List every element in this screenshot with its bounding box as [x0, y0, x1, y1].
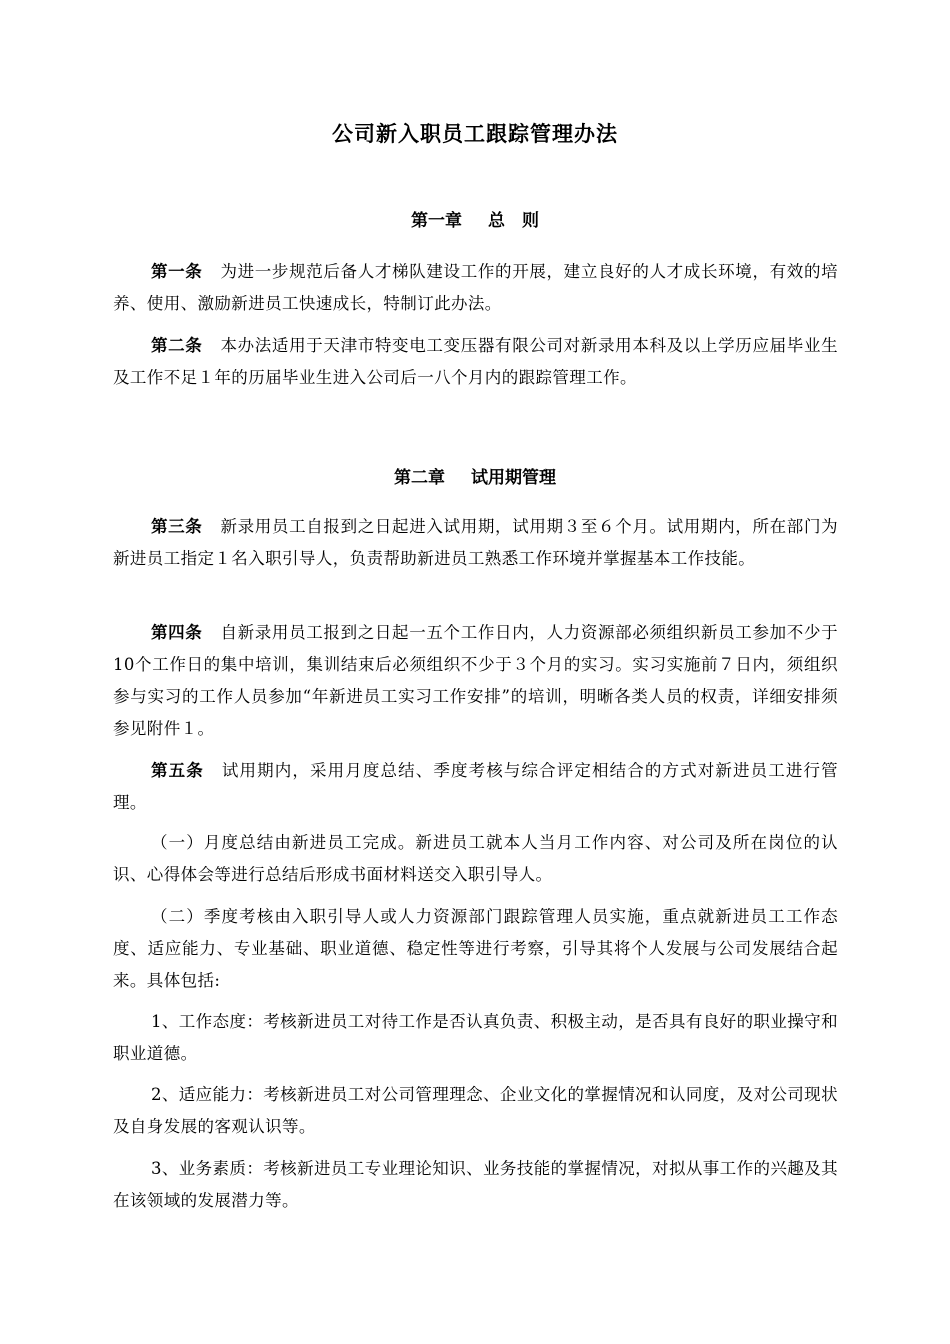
chapter-2-heading	[0, 463, 950, 488]
article-5	[113, 755, 838, 819]
article-5-label: 第五条	[150, 761, 204, 780]
article-5-text: 试用期内，采用月度总结、季度考核与综合评定相结合的方式对新进员工进行管理。	[113, 761, 839, 812]
article-4-label: 第四条	[150, 623, 203, 642]
paragraph-quarterly-review: （二）季度考核由入职引导人或人力资源部门跟踪管理人员实施，重点就新进员工工作态度、适应能力、专业基础、职业道德、稳定性等进行考察，引导其将个人发展与公司发展结合起来。具体包括:	[113, 907, 838, 990]
paragraph-item-adaptability: 2、适应能力：考核新进员工对公司管理理念、企业文化的掌握情况和认同度，及对公司现状及自身发展的客观认识等。	[113, 1085, 838, 1136]
article-1	[113, 256, 838, 320]
article-1-label: 第一条	[150, 262, 203, 281]
document-title: 公司新入职员工跟踪管理办法	[332, 121, 618, 146]
article-4	[113, 617, 838, 745]
chapter-1-heading	[0, 206, 950, 231]
paragraph-item-work-attitude: 1、工作态度：考核新进员工对待工作是否认真负责、积极主动，是否具有良好的职业操守和职业道德。	[113, 1012, 838, 1063]
article-4-text: 自新录用员工报到之日起一五个工作日内，人力资源部必须组织新员工参加不少于10个工作日的集中培训，集训结束后必须组织不少于３个月的实习。实习实施前７日内，须组织参与实习的工作人员参加“年新进员工实习工作安排”的培训，明晰各类人员的权责，详细安排须参见附件１。	[113, 623, 839, 738]
article-1-text: 为进一步规范后备人才梯队建设工作的开展，建立良好的人才成长环境，有效的培养、使用、激励新进员工快速成长，特制订此办法。	[113, 262, 839, 313]
paragraph-monthly-summary: （一）月度总结由新进员工完成。新进员工就本人当月工作内容、对公司及所在岗位的认识、心得体会等进行总结后形成书面材料送交入职引导人。	[113, 833, 838, 884]
chapter-1-number: 第一章	[411, 211, 462, 231]
chapter-2-name: 试用期管理	[471, 468, 556, 488]
article-2-text: 本办法适用于天津市特变电工变压器有限公司对新录用本科及以上学历应届毕业生及工作不足１年的历届毕业生进入公司后一八个月内的跟踪管理工作。	[113, 336, 839, 387]
article-3-label: 第三条	[150, 517, 203, 536]
article-2-label: 第二条	[150, 336, 203, 355]
article-3-text: 新录用员工自报到之日起进入试用期，试用期３至６个月。试用期内，所在部门为新进员工指定１名入职引导人，负责帮助新进员工熟悉工作环境并掌握基本工作技能。	[113, 517, 839, 568]
chapter-2-number: 第二章	[394, 468, 445, 488]
article-2	[113, 330, 838, 394]
article-3	[113, 511, 838, 575]
paragraph-item-business-quality: 3、业务素质：考核新进员工专业理论知识、业务技能的掌握情况，对拟从事工作的兴趣及其在该领域的发展潜力等。	[113, 1159, 838, 1210]
chapter-1-name: 总 则	[488, 211, 539, 231]
